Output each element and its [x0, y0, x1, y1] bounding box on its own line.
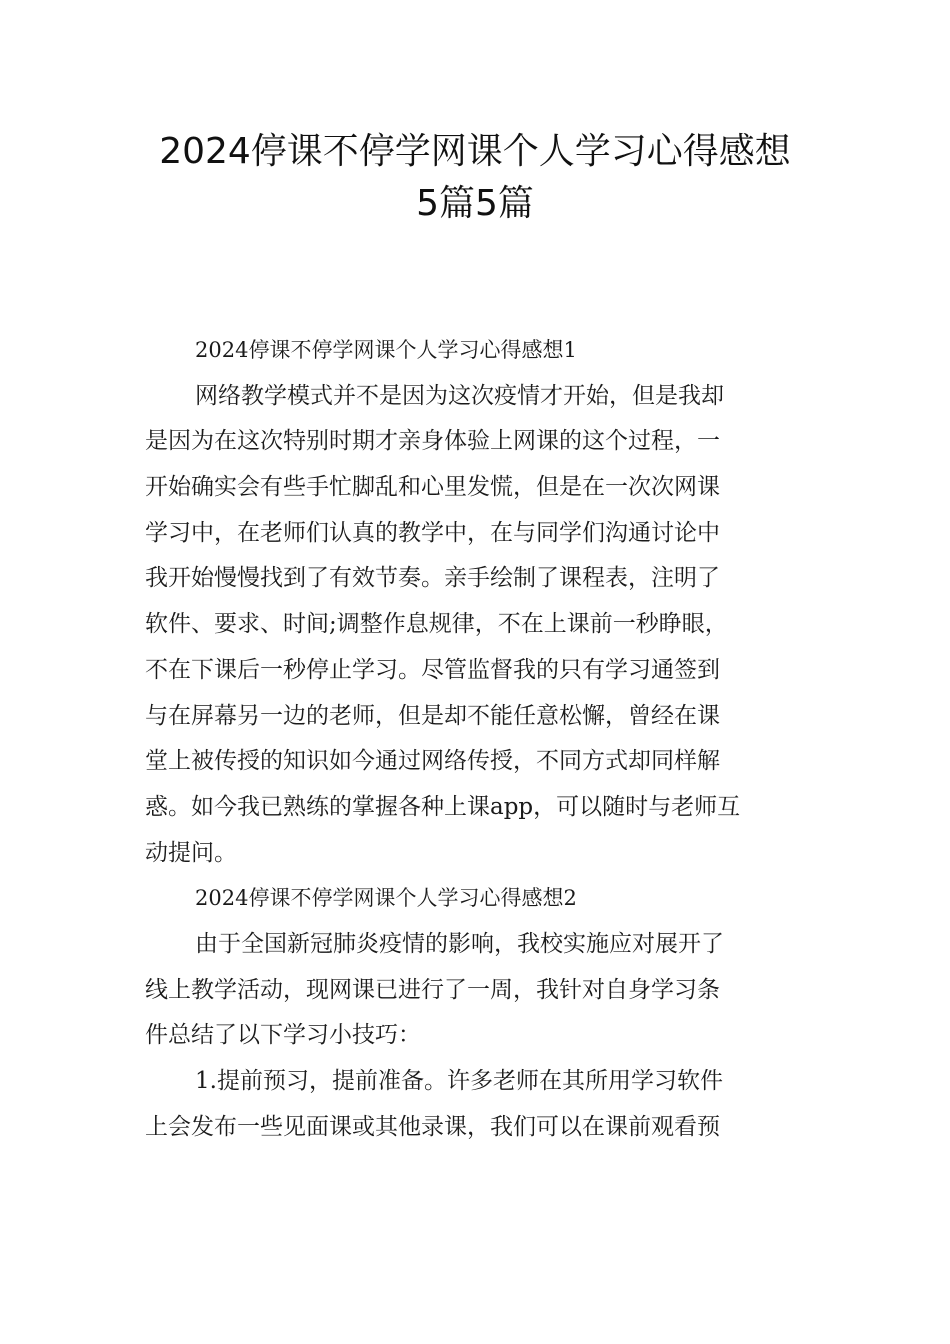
- paragraph-line: 与在屏幕另一边的老师，但是却不能任意松懈，曾经在课: [145, 702, 720, 729]
- paragraph-line: 网络教学模式并不是因为这次疫情才开始，但是我却: [195, 382, 724, 409]
- title-line-2: 5篇5篇: [416, 183, 534, 224]
- paragraph-line: 件总结了以下学习小技巧：: [145, 1022, 421, 1049]
- paragraph-line: 开始确实会有些手忙脚乱和心里发慌，但是在一次次网课: [145, 474, 720, 501]
- paragraph-line: 我开始慢慢找到了有效节奏。亲手绘制了课程表，注明了: [145, 565, 720, 592]
- section-heading: 2024停课不停学网课个人学习心得感想2: [195, 886, 577, 911]
- paragraph-line: 动提问。: [145, 839, 237, 866]
- document-body: [145, 328, 807, 1150]
- paragraph-line: 软件、要求、时间;调整作息规律，不在上课前一秒睁眼，: [145, 611, 728, 638]
- paragraph-line: 堂上被传授的知识如今通过网络传授，不同方式却同样解: [145, 748, 720, 775]
- paragraph-line: 学习中，在老师们认真的教学中，在与同学们沟通讨论中: [145, 519, 720, 546]
- title-line-1: 2024停课不停学网课个人学习心得感想: [159, 131, 791, 172]
- paragraph-line: 不在下课后一秒停止学习。尽管监督我的只有学习通签到: [145, 656, 720, 683]
- paragraph-line: 线上教学活动，现网课已进行了一周，我针对自身学习条: [145, 976, 720, 1003]
- paragraph-line: 由于全国新冠肺炎疫情的影响，我校实施应对展开了: [195, 930, 724, 957]
- paragraph-line: 是因为在这次特别时期才亲身体验上网课的这个过程，一: [145, 428, 720, 455]
- document-title: [0, 126, 950, 230]
- paragraph-line: 上会发布一些见面课或其他录课，我们可以在课前观看预: [145, 1113, 720, 1140]
- paragraph-line: 1.提前预习，提前准备。许多老师在其所用学习软件: [195, 1068, 723, 1094]
- paragraph-line: 惑。如今我已熟练的掌握各种上课app，可以随时与老师互: [145, 793, 741, 820]
- section-heading: 2024停课不停学网课个人学习心得感想1: [195, 338, 577, 362]
